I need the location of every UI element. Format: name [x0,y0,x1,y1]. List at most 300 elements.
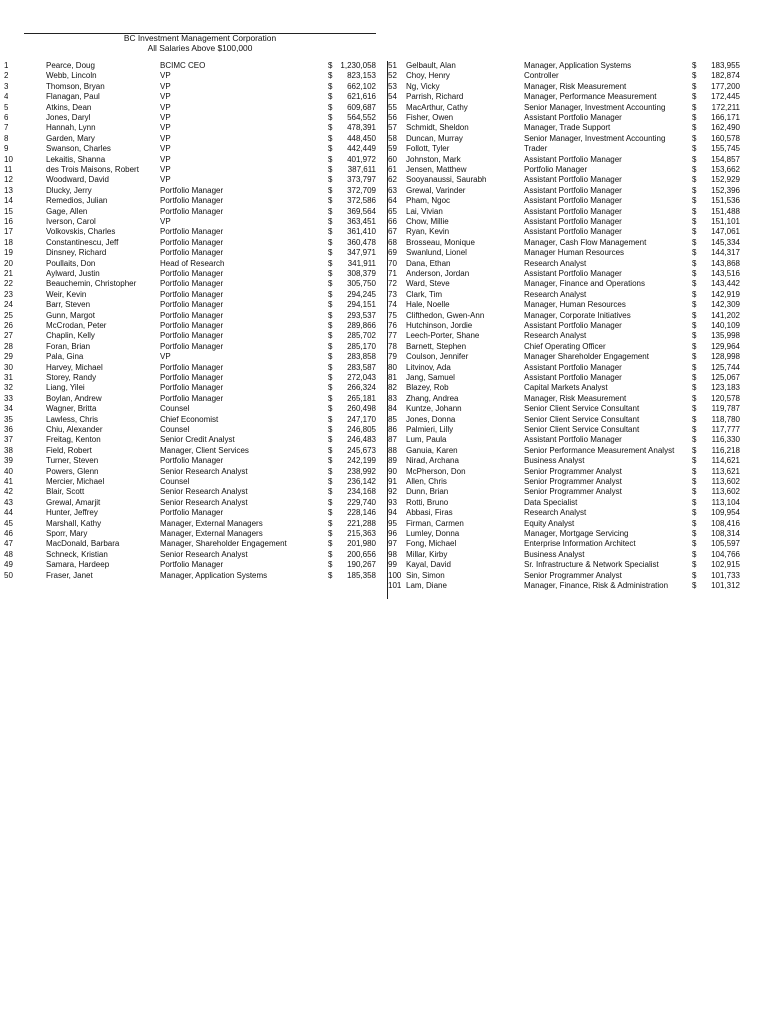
table-row [0,134,768,144]
job-title: Assistant Portfolio Manager [524,362,622,372]
employee-name: Sin, Simon [406,570,445,580]
row-number: 1 [4,61,9,70]
salary-amount: 360,478 [347,237,376,247]
row-number: 99 [388,560,397,570]
employee-name: Foran, Brian [46,341,91,351]
currency-symbol: $ [692,373,697,382]
row-number: 60 [388,154,397,164]
job-title: Assistant Portfolio Manager [524,217,622,226]
job-title: Portfolio Manager [160,508,224,518]
job-title: Portfolio Manager [160,362,224,372]
employee-name: Jang, Samuel [406,373,455,382]
currency-symbol: $ [692,217,697,226]
currency-symbol: $ [692,144,697,154]
job-title: Manager, Client Services [160,445,249,455]
salary-amount: 129,964 [711,341,740,351]
currency-symbol: $ [692,237,697,247]
currency-symbol: $ [328,445,333,455]
job-title: Senior Manager, Investment Accounting [524,102,666,112]
employee-name: Boylan, Andrew [46,393,102,403]
salary-amount: 823,153 [347,71,376,81]
table-row [0,342,768,352]
row-number: 12 [4,175,13,185]
job-title: Manager, Trade Support [524,123,611,133]
employee-name: Thomson, Bryan [46,81,105,91]
row-number: 51 [388,61,397,70]
row-number: 55 [388,102,397,112]
currency-symbol: $ [692,487,697,497]
row-number: 46 [4,529,13,538]
employee-name: des Trois Maisons, Robert [46,165,139,174]
employee-name: Weir, Kevin [46,289,87,299]
job-title: Portfolio Manager [160,196,224,206]
row-number: 20 [4,258,13,268]
employee-name: Follott, Tyler [406,144,450,154]
table-row [0,529,768,539]
currency-symbol: $ [328,383,333,393]
job-title: VP [160,217,171,226]
row-number: 22 [4,279,13,289]
job-title: Business Analyst [524,456,585,466]
salary-amount: 305,750 [347,279,376,289]
currency-symbol: $ [692,123,697,133]
currency-symbol: $ [328,310,333,320]
currency-symbol: $ [328,185,333,195]
salary-amount: 662,102 [347,81,376,91]
currency-symbol: $ [328,237,333,247]
job-title: Senior Client Service Consultant [524,425,640,434]
job-title: VP [160,102,171,112]
salary-amount: 363,451 [347,217,376,226]
currency-symbol: $ [692,456,697,466]
table-row [0,290,768,300]
job-title: Manager, Risk Measurement [524,393,627,403]
row-number: 100 [388,570,402,580]
job-title: Counsel [160,425,190,434]
job-title: Capital Markets Analyst [524,383,608,393]
currency-symbol: $ [692,300,697,310]
row-number: 33 [4,393,13,403]
job-title: Senior Programmer Analyst [524,466,622,476]
employee-name: McPherson, Don [406,466,466,476]
salary-amount: 151,488 [711,206,740,216]
currency-symbol: $ [328,560,333,570]
currency-symbol: $ [328,321,333,330]
row-number: 4 [4,92,9,102]
job-title: Portfolio Manager [160,331,224,341]
row-number: 78 [388,341,397,351]
salary-amount: 200,656 [347,549,376,559]
salary-amount: 113,104 [711,497,740,507]
job-title: Senior Manager, Investment Accounting [524,133,666,143]
row-number: 14 [4,196,13,206]
currency-symbol: $ [692,393,697,403]
job-title: Data Specialist [524,497,578,507]
row-number: 23 [4,289,13,299]
job-title: Portfolio Manager [160,310,224,320]
row-number: 11 [4,165,13,174]
row-number: 101 [388,581,402,590]
row-number: 39 [4,456,13,466]
row-number: 77 [388,331,397,341]
currency-symbol: $ [692,477,697,486]
salary-amount: 190,267 [347,560,376,570]
salary-amount: 145,334 [711,237,740,247]
salary-amount: 123,183 [711,383,740,393]
employee-name: Hannah, Lynn [46,123,96,133]
salary-amount: 140,109 [711,321,740,330]
employee-name: Leech-Porter, Shane [406,331,480,341]
employee-name: Volkovskis, Charles [46,227,116,237]
job-title: Assistant Portfolio Manager [524,373,622,382]
salary-amount: 245,673 [347,445,376,455]
employee-name: Garden, Mary [46,133,95,143]
salary-amount: 236,142 [347,477,376,486]
employee-name: Zhang, Andrea [406,393,459,403]
employee-name: Barnett, Stephen [406,341,467,351]
job-title: VP [160,144,171,154]
currency-symbol: $ [692,518,697,528]
row-number: 62 [388,175,397,185]
salary-amount: 142,309 [711,300,740,310]
table-row [0,144,768,154]
table-row [0,508,768,518]
salary-amount: 114,621 [711,456,740,466]
job-title: Portfolio Manager [160,383,224,393]
job-title: Portfolio Manager [160,341,224,351]
currency-symbol: $ [692,497,697,507]
row-number: 65 [388,206,397,216]
salary-amount: 166,171 [711,113,740,122]
salary-amount: 125,744 [711,362,740,372]
job-title: VP [160,154,171,164]
table-row [0,467,768,477]
employee-name: Coulson, Jennifer [406,352,469,362]
currency-symbol: $ [692,570,697,580]
row-number: 72 [388,279,397,289]
job-title: Head of Research [160,258,225,268]
row-number: 47 [4,539,13,549]
job-title: VP [160,71,171,81]
job-title: VP [160,165,171,174]
row-number: 19 [4,248,13,258]
job-title: Manager, Risk Measurement [524,81,627,91]
employee-name: Turner, Steven [46,456,99,466]
job-title: Counsel [160,404,190,414]
employee-name: Firman, Carmen [406,518,464,528]
table-row [0,238,768,248]
row-number: 27 [4,331,13,341]
table-row [0,331,768,341]
employee-name: Gunn, Margot [46,310,95,320]
currency-symbol: $ [328,269,333,278]
employee-name: Lam, Diane [406,581,447,590]
table-row [0,404,768,414]
salary-amount: 308,379 [347,269,376,278]
row-number: 92 [388,487,397,497]
row-number: 41 [4,477,13,486]
salary-amount: 372,709 [347,185,376,195]
employee-name: Mercier, Michael [46,477,105,486]
job-title: Assistant Portfolio Manager [524,321,622,330]
currency-symbol: $ [692,102,697,112]
job-title: Manager, Human Resources [524,300,626,310]
salary-amount: 229,740 [347,497,376,507]
currency-symbol: $ [328,133,333,143]
salary-amount: 283,587 [347,362,376,372]
currency-symbol: $ [328,144,333,154]
table-row [0,92,768,102]
table-row [0,165,768,175]
employee-name: Lekaitis, Shanna [46,154,106,164]
job-title: Assistant Portfolio Manager [524,113,622,122]
currency-symbol: $ [328,529,333,538]
currency-symbol: $ [692,71,697,81]
employee-name: Aylward, Justin [46,269,100,278]
job-title: Assistant Portfolio Manager [524,435,622,445]
employee-name: Duncan, Murray [406,133,463,143]
row-number: 85 [388,414,397,424]
currency-symbol: $ [328,549,333,559]
table-row [0,394,768,404]
row-number: 87 [388,435,397,445]
job-title: VP [160,81,171,91]
employee-name: Wagner, Britta [46,404,97,414]
job-title: Portfolio Manager [160,227,224,237]
currency-symbol: $ [692,248,697,258]
row-number: 95 [388,518,397,528]
row-number: 94 [388,508,397,518]
employee-name: Fraser, Janet [46,570,93,580]
currency-symbol: $ [328,92,333,102]
employee-name: Clark, Tim [406,289,442,299]
salary-amount: 172,445 [711,92,740,102]
salary-amount: 162,490 [711,123,740,133]
currency-symbol: $ [692,425,697,434]
salary-amount: 228,146 [347,508,376,518]
row-number: 7 [4,123,9,133]
job-title: Assistant Portfolio Manager [524,227,622,237]
currency-symbol: $ [692,133,697,143]
job-title: Business Analyst [524,549,585,559]
employee-name: Ward, Steve [406,279,450,289]
job-title: Portfolio Manager [160,237,224,247]
currency-symbol: $ [328,113,333,122]
employee-name: Fisher, Owen [406,113,454,122]
table-row [0,435,768,445]
salary-amount: 266,324 [347,383,376,393]
job-title: Assistant Portfolio Manager [524,269,622,278]
salary-amount: 246,483 [347,435,376,445]
employee-name: Lai, Vivian [406,206,443,216]
currency-symbol: $ [692,175,697,185]
currency-symbol: $ [692,466,697,476]
currency-symbol: $ [692,549,697,559]
currency-symbol: $ [692,321,697,330]
row-number: 86 [388,425,397,434]
currency-symbol: $ [692,185,697,195]
salary-amount: 285,702 [347,331,376,341]
row-number: 42 [4,487,13,497]
salary-amount: 294,245 [347,289,376,299]
job-title: VP [160,113,171,122]
salary-amount: 119,787 [711,404,740,414]
row-number: 16 [4,217,13,226]
job-title: Manager, Cash Flow Management [524,237,647,247]
salary-amount: 143,442 [711,279,740,289]
currency-symbol: $ [328,217,333,226]
job-title: Counsel [160,477,190,486]
row-number: 56 [388,113,397,122]
salary-amount: 369,564 [347,206,376,216]
row-number: 58 [388,133,397,143]
currency-symbol: $ [692,414,697,424]
job-title: Senior Research Analyst [160,549,248,559]
employee-name: Iverson, Carol [46,217,96,226]
currency-symbol: $ [692,362,697,372]
salary-amount: 448,450 [347,133,376,143]
currency-symbol: $ [328,414,333,424]
currency-symbol: $ [328,487,333,497]
table-row [0,425,768,435]
currency-symbol: $ [692,206,697,216]
table-row [0,498,768,508]
employee-name: Sporr, Mary [46,529,88,538]
employee-name: Millar, Kirby [406,549,448,559]
row-number: 30 [4,362,13,372]
row-number: 25 [4,310,13,320]
salary-amount: 117,777 [711,425,740,434]
employee-name: MacArthur, Cathy [406,102,468,112]
job-title: Manager Human Resources [524,248,625,258]
salary-amount: 102,915 [711,560,740,570]
row-number: 40 [4,466,13,476]
currency-symbol: $ [692,404,697,414]
currency-symbol: $ [328,279,333,289]
job-title: Assistant Portfolio Manager [524,196,622,206]
currency-symbol: $ [692,227,697,237]
row-number: 44 [4,508,13,518]
job-title: Portfolio Manager [160,289,224,299]
salary-amount: 621,616 [347,92,376,102]
employee-name: Storey, Randy [46,373,97,382]
row-number: 69 [388,248,397,258]
employee-name: Pearce, Doug [46,61,95,70]
employee-name: Freitag, Kenton [46,435,101,445]
job-title: Manager, Application Systems [160,570,268,580]
salary-amount: 154,857 [711,154,740,164]
row-number: 61 [388,165,397,174]
currency-symbol: $ [692,113,697,122]
salary-amount: 247,170 [347,414,376,424]
currency-symbol: $ [328,206,333,216]
salary-amount: 125,067 [711,373,740,382]
table-row [0,383,768,393]
table-row [0,571,768,581]
job-title: Trader [524,144,548,154]
salary-amount: 373,797 [347,175,376,185]
row-number: 13 [4,185,13,195]
row-number: 52 [388,71,397,81]
employee-name: Woodward, David [46,175,109,185]
row-number: 28 [4,341,13,351]
job-title: VP [160,175,171,185]
currency-symbol: $ [328,341,333,351]
job-title: Portfolio Manager [524,165,588,174]
row-number: 3 [4,81,9,91]
job-title: Research Analyst [524,258,587,268]
employee-name: Jensen, Matthew [406,165,467,174]
salary-amount: 361,410 [347,227,376,237]
salary-amount: 221,288 [347,518,376,528]
salary-amount: 104,766 [711,549,740,559]
job-title: Manager Shareholder Engagement [524,352,649,362]
document-title: BC Investment Management Corporation [123,33,277,43]
row-number: 8 [4,133,9,143]
row-number: 53 [388,81,397,91]
salary-amount: 1,230,058 [340,61,376,70]
job-title: Assistant Portfolio Manager [524,206,622,216]
currency-symbol: $ [328,102,333,112]
document-subtitle: All Salaries Above $100,000 [147,43,253,53]
employee-name: Swanson, Charles [46,144,111,154]
table-row [0,300,768,310]
salary-amount: 151,101 [711,217,740,226]
salary-amount: 118,780 [711,414,740,424]
row-number: 37 [4,435,13,445]
row-number: 79 [388,352,397,362]
currency-symbol: $ [692,196,697,206]
row-number: 88 [388,445,397,455]
job-title: Senior Client Service Consultant [524,404,640,414]
salary-amount: 108,416 [711,518,740,528]
employee-name: McCrodan, Peter [46,321,107,330]
employee-name: Atkins, Dean [46,102,92,112]
job-title: Portfolio Manager [160,456,224,466]
salary-amount: 442,449 [347,144,376,154]
job-title: Assistant Portfolio Manager [524,175,622,185]
currency-symbol: $ [328,165,333,174]
employee-name: Grewal, Varinder [406,185,466,195]
employee-name: Hunter, Jeffrey [46,508,98,518]
currency-symbol: $ [692,539,697,549]
job-title: Portfolio Manager [160,300,224,310]
job-title: Senior Research Analyst [160,466,248,476]
currency-symbol: $ [328,404,333,414]
employee-name: Dinsney, Richard [46,248,107,258]
currency-symbol: $ [328,508,333,518]
currency-symbol: $ [328,466,333,476]
currency-symbol: $ [328,539,333,549]
currency-symbol: $ [692,92,697,102]
job-title: BCIMC CEO [160,61,206,70]
employee-name: Jones, Daryl [46,113,91,122]
job-title: Portfolio Manager [160,393,224,403]
job-title: Equity Analyst [524,518,575,528]
currency-symbol: $ [328,477,333,486]
job-title: Manager, External Managers [160,518,263,528]
table-row [0,259,768,269]
job-title: Assistant Portfolio Manager [524,185,622,195]
currency-symbol: $ [328,175,333,185]
employee-name: Constantinescu, Jeff [46,237,119,247]
salary-amount: 185,358 [347,570,376,580]
currency-symbol: $ [328,352,333,362]
employee-name: Allen, Chris [406,477,447,486]
row-number: 31 [4,373,13,382]
salary-amount: 387,611 [347,165,376,174]
row-number: 63 [388,185,397,195]
